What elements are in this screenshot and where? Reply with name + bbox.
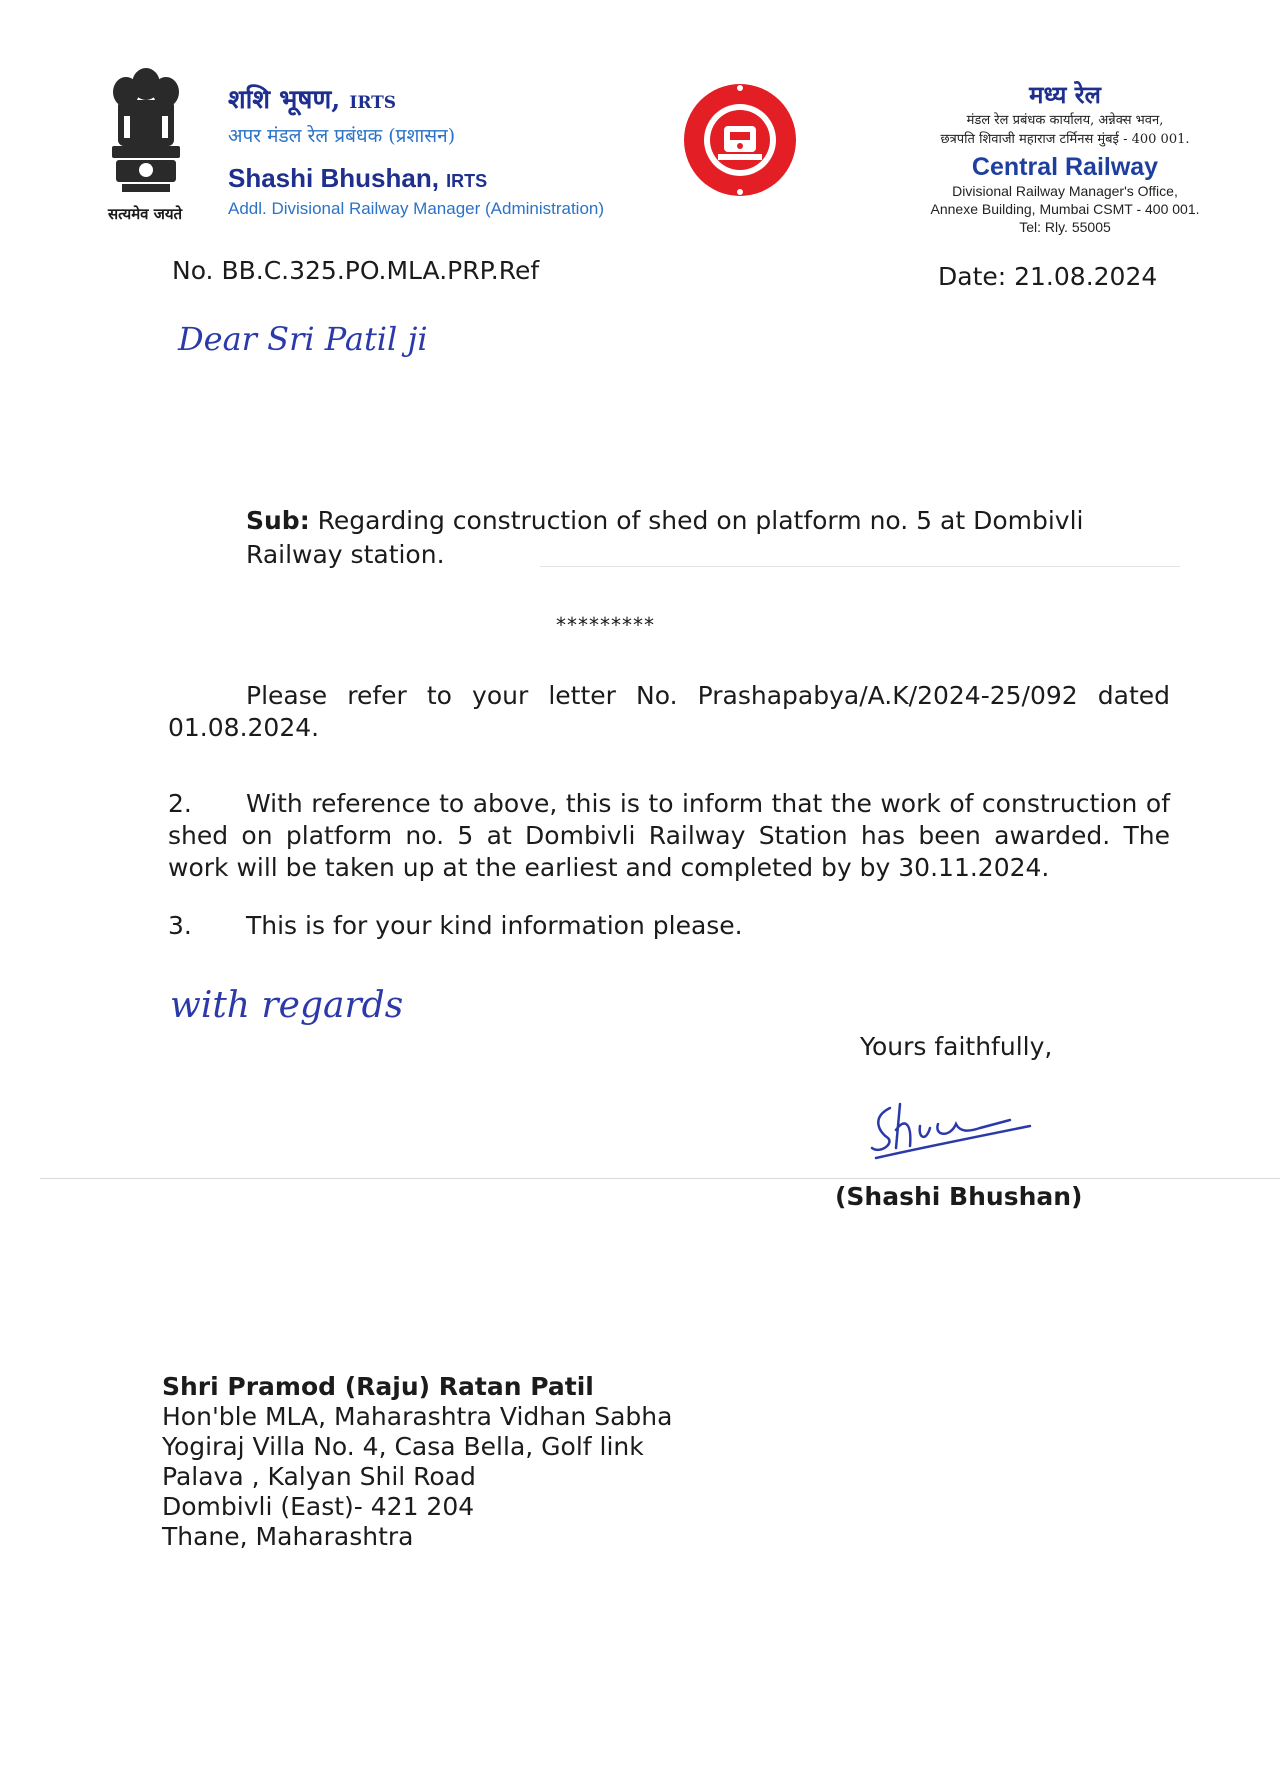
subject-label: Sub: — [246, 506, 310, 535]
addressee-line: Hon'ble MLA, Maharashtra Vidhan Sabha — [162, 1402, 673, 1431]
english-name-text: Shashi Bhushan, — [228, 163, 439, 193]
hindi-name-suffix: IRTS — [349, 93, 397, 113]
addressee-block — [162, 1372, 672, 1552]
paragraph-1: Please refer to your letter No. Prashapabya/A.K/2024-25/092 dated 01.08.2024. — [168, 681, 1170, 742]
hindi-officer-name — [228, 80, 396, 116]
emblem-motto: सत्यमेव जयते — [108, 205, 183, 223]
paragraph-number: 3. — [168, 911, 192, 940]
letter-date: Date: 21.08.2024 — [938, 262, 1158, 291]
paragraph-2-text: With reference to above, this is to inform that the work of construction of shed on platform no. 5 at Dombivli Railway Station has been awarded. The work will be taken up at the earliest and completed by by 30.11.2024. — [168, 789, 1170, 882]
subject-line — [246, 504, 1174, 572]
national-emblem-icon — [100, 56, 192, 224]
paragraph-3 — [168, 910, 1170, 942]
addressee-line: Thane, Maharashtra — [162, 1522, 414, 1551]
hindi-address-line2: छत्रपति शिवाजी महाराज टर्मिनस मुंबई - 400 001. — [940, 132, 1190, 147]
office-address-block — [880, 78, 1250, 236]
english-name-suffix: IRTS — [446, 171, 488, 191]
handwritten-closing: with regards — [170, 985, 404, 1026]
addressee-line: Palava , Kalyan Shil Road — [162, 1462, 476, 1491]
paragraph-number: 2. — [168, 789, 192, 818]
english-address-line1: Divisional Railway Manager's Office, — [952, 183, 1178, 199]
handwritten-salutation: Dear Sri Patil ji — [178, 320, 428, 358]
separator-stars: ********* — [556, 613, 655, 637]
hindi-name-text: शशि भूषण, — [228, 85, 341, 115]
english-designation: Addl. Divisional Railway Manager (Administration) — [228, 199, 605, 218]
reference-number: No. BB.C.325.PO.MLA.PRP.Ref — [172, 256, 540, 285]
divider — [40, 1178, 1280, 1179]
divider — [540, 566, 1180, 567]
addressee-name: Shri Pramod (Raju) Ratan Patil — [162, 1372, 594, 1401]
signature-icon — [860, 1088, 1060, 1168]
telephone-line: Tel: Rly. 55005 — [1019, 219, 1111, 235]
indian-railways-logo-icon — [682, 82, 798, 198]
subject-text: Regarding construction of shed on platform no. 5 at Dombivli Railway station. — [246, 506, 1084, 569]
hindi-designation: अपर मंडल रेल प्रबंधक (प्रशासन) — [228, 125, 456, 147]
paragraph-2 — [168, 788, 1170, 884]
addressee-line: Yogiraj Villa No. 4, Casa Bella, Golf link — [162, 1432, 644, 1461]
english-office-title: Central Railway — [971, 153, 1159, 181]
closing: Yours faithfully, — [860, 1032, 1053, 1061]
hindi-address-line1: मंडल रेल प्रबंधक कार्यालय, अन्नेक्स भवन, — [966, 113, 1164, 128]
signatory-name: (Shashi Bhushan) — [835, 1182, 1083, 1211]
english-officer-name — [228, 163, 487, 194]
addressee-line: Dombivli (East)- 421 204 — [162, 1492, 475, 1521]
hindi-office-title: मध्य रेल — [1029, 80, 1101, 109]
paragraph-3-text: This is for your kind information please. — [246, 911, 743, 940]
english-address-line2: Annexe Building, Mumbai CSMT - 400 001. — [930, 201, 1200, 217]
